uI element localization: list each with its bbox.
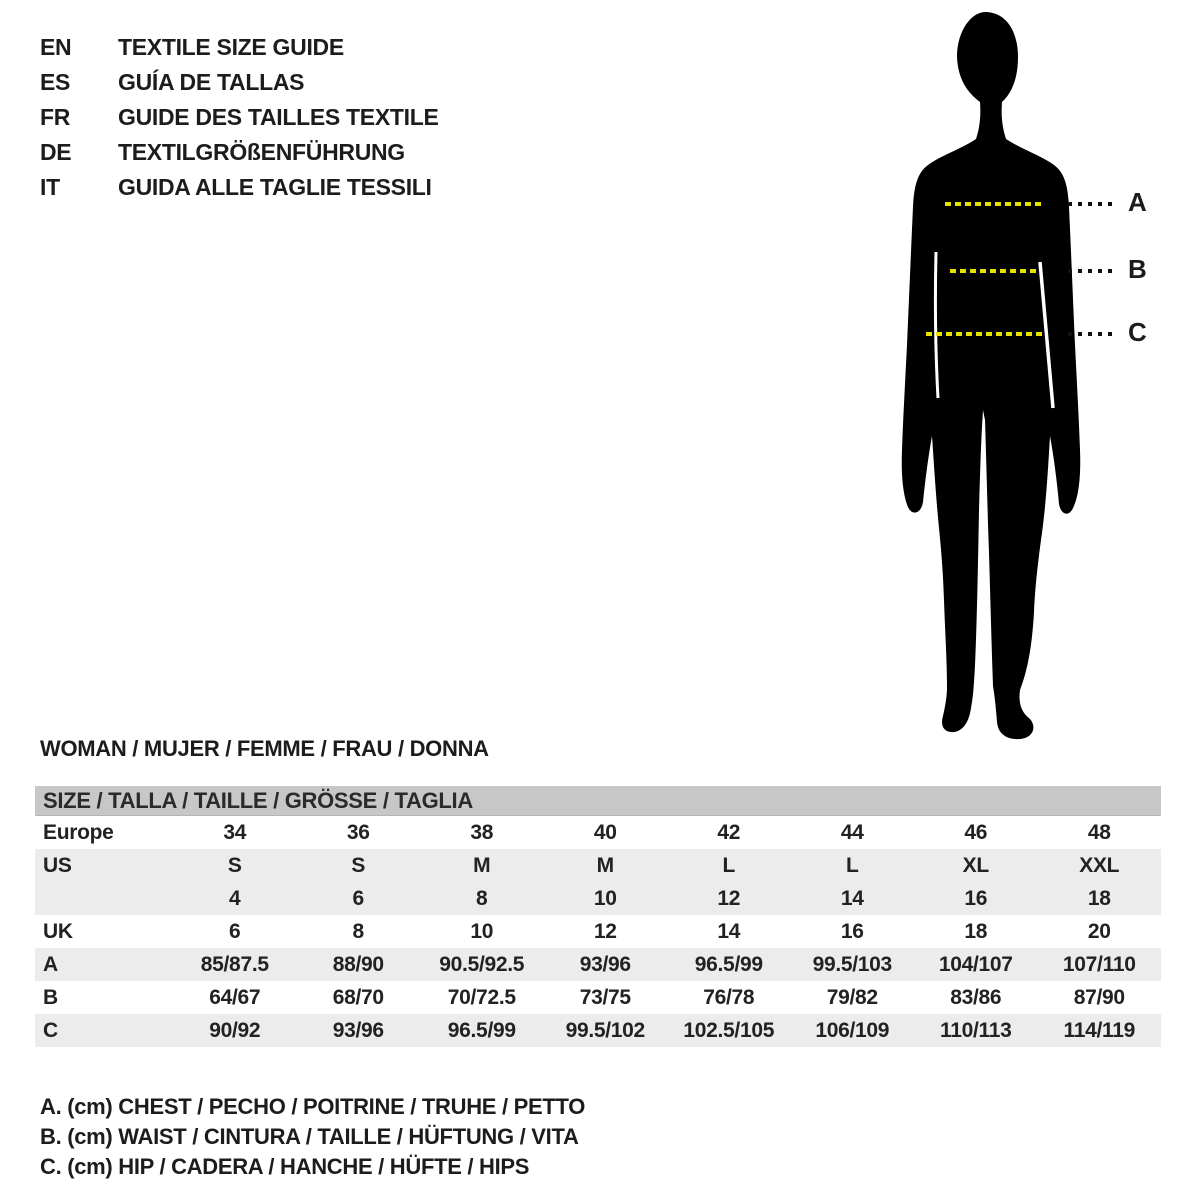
table-cell: 93/96 bbox=[332, 1019, 384, 1042]
row-label-europe: Europe bbox=[43, 821, 114, 844]
table-cell: M bbox=[473, 854, 491, 877]
table-cell: 36 bbox=[346, 821, 370, 844]
table-cell: 90/92 bbox=[209, 1019, 261, 1042]
table-cell: 6 bbox=[352, 887, 364, 910]
table-cell: 38 bbox=[470, 821, 494, 844]
table-cell: 14 bbox=[840, 887, 864, 910]
marker-a-label: A bbox=[1128, 187, 1147, 217]
table-cell: 90.5/92.5 bbox=[439, 953, 525, 976]
language-row-de bbox=[40, 135, 439, 170]
chest-measure-line bbox=[945, 202, 1041, 206]
language-row-en bbox=[40, 30, 439, 65]
marker-c-label: C bbox=[1128, 317, 1147, 347]
table-cell: 107/110 bbox=[1062, 953, 1136, 976]
table-cell: 79/82 bbox=[826, 986, 878, 1009]
table-row-us-letters bbox=[35, 849, 1161, 882]
row-label-b: B bbox=[43, 986, 58, 1009]
table-cell: 8 bbox=[476, 887, 488, 910]
table-row-waist-b bbox=[35, 981, 1161, 1014]
guide-title-fr: GUIDE DES TAILLES TEXTILE bbox=[118, 104, 439, 130]
table-cell: 8 bbox=[352, 920, 364, 943]
waist-leader-line bbox=[1068, 269, 1114, 273]
table-cell: 85/87.5 bbox=[200, 953, 269, 976]
guide-title-es: GUÍA DE TALLAS bbox=[118, 69, 305, 95]
table-cell: 6 bbox=[229, 920, 241, 943]
gender-heading: WOMAN / MUJER / FEMME / FRAU / DONNA bbox=[40, 736, 489, 761]
table-cell: 106/109 bbox=[815, 1019, 890, 1042]
table-cell: 44 bbox=[840, 821, 864, 844]
table-cell: 83/86 bbox=[950, 986, 1002, 1009]
language-row-es bbox=[40, 65, 439, 100]
table-cell: 20 bbox=[1087, 920, 1111, 943]
table-cell: 110/113 bbox=[940, 1019, 1012, 1042]
legend-waist: B. (cm) WAIST / CINTURA / TAILLE / HÜFTUNG / VITA bbox=[40, 1124, 579, 1149]
guide-title-en: TEXTILE SIZE GUIDE bbox=[118, 34, 344, 60]
language-code-fr: FR bbox=[40, 104, 71, 130]
table-cell: L bbox=[845, 854, 859, 877]
table-cell: XL bbox=[962, 854, 989, 877]
table-cell: 87/90 bbox=[1073, 986, 1125, 1009]
table-cell: 16 bbox=[840, 920, 864, 943]
size-table bbox=[35, 786, 1161, 1047]
table-cell: 14 bbox=[717, 920, 741, 943]
table-cell: M bbox=[596, 854, 614, 877]
guide-title-de: TEXTILGRÖßENFÜHRUNG bbox=[118, 139, 405, 165]
hip-leader-line bbox=[1068, 332, 1114, 336]
table-row-europe bbox=[35, 816, 1161, 849]
table-cell: 88/90 bbox=[332, 953, 384, 976]
marker-b-label: B bbox=[1128, 254, 1147, 284]
table-cell: 68/70 bbox=[332, 986, 384, 1009]
table-cell: 12 bbox=[717, 887, 741, 910]
table-cell: 99.5/102 bbox=[565, 1019, 645, 1042]
language-code-de: DE bbox=[40, 139, 72, 165]
table-cell: 102.5/105 bbox=[683, 1019, 775, 1042]
table-cell: 96.5/99 bbox=[694, 953, 763, 976]
table-cell: 10 bbox=[470, 920, 494, 943]
legend-hip: C. (cm) HIP / CADERA / HANCHE / HÜFTE / HIPS bbox=[40, 1154, 530, 1179]
table-cell: XXL bbox=[1079, 854, 1120, 877]
language-title-list bbox=[40, 30, 439, 205]
table-cell: 40 bbox=[593, 821, 617, 844]
table-cell: L bbox=[722, 854, 736, 877]
row-label-c: C bbox=[43, 1019, 58, 1042]
table-cell: 104/107 bbox=[938, 953, 1013, 976]
table-cell: 73/75 bbox=[579, 986, 631, 1009]
size-table-header: SIZE / TALLA / TAILLE / GRÖSSE / TAGLIA bbox=[35, 786, 1161, 816]
language-code-en: EN bbox=[40, 34, 72, 60]
table-cell: S bbox=[351, 854, 366, 877]
table-cell: 99.5/103 bbox=[812, 953, 892, 976]
row-label-a: A bbox=[43, 953, 58, 976]
measurement-legend bbox=[40, 1092, 585, 1182]
table-cell: 42 bbox=[717, 821, 741, 844]
table-cell: 96.5/99 bbox=[447, 1019, 516, 1042]
guide-title-it: GUIDA ALLE TAGLIE TESSILI bbox=[118, 174, 432, 200]
table-cell: 18 bbox=[1087, 887, 1111, 910]
hip-measure-line bbox=[926, 332, 1046, 336]
language-code-it: IT bbox=[40, 174, 60, 200]
table-row-chest-a bbox=[35, 948, 1161, 981]
row-label-empty bbox=[35, 882, 173, 915]
row-label-us: US bbox=[43, 854, 72, 877]
table-cell: 16 bbox=[964, 887, 988, 910]
table-cell: 18 bbox=[964, 920, 988, 943]
table-cell: 12 bbox=[593, 920, 617, 943]
row-label-uk: UK bbox=[43, 920, 73, 943]
woman-silhouette bbox=[890, 0, 1090, 745]
table-cell: 10 bbox=[593, 887, 617, 910]
table-cell: 64/67 bbox=[209, 986, 261, 1009]
table-row-hip-c bbox=[35, 1014, 1161, 1047]
legend-chest: A. (cm) CHEST / PECHO / POITRINE / TRUHE / PETTO bbox=[40, 1094, 586, 1119]
language-row-fr bbox=[40, 100, 439, 135]
table-cell: S bbox=[227, 854, 242, 877]
table-cell: 48 bbox=[1087, 821, 1111, 844]
table-cell: 93/96 bbox=[579, 953, 631, 976]
table-cell: 34 bbox=[223, 821, 247, 844]
table-cell: 114/119 bbox=[1063, 1019, 1135, 1042]
table-cell: 46 bbox=[964, 821, 988, 844]
table-row-uk bbox=[35, 915, 1161, 948]
language-row-it bbox=[40, 170, 439, 205]
table-row-us-numbers bbox=[35, 882, 1161, 915]
table-cell: 70/72.5 bbox=[447, 986, 516, 1009]
waist-measure-line bbox=[950, 269, 1036, 273]
table-cell: 76/78 bbox=[703, 986, 755, 1009]
chest-leader-line bbox=[1068, 202, 1114, 206]
table-cell: 4 bbox=[229, 887, 241, 910]
language-code-es: ES bbox=[40, 69, 71, 95]
